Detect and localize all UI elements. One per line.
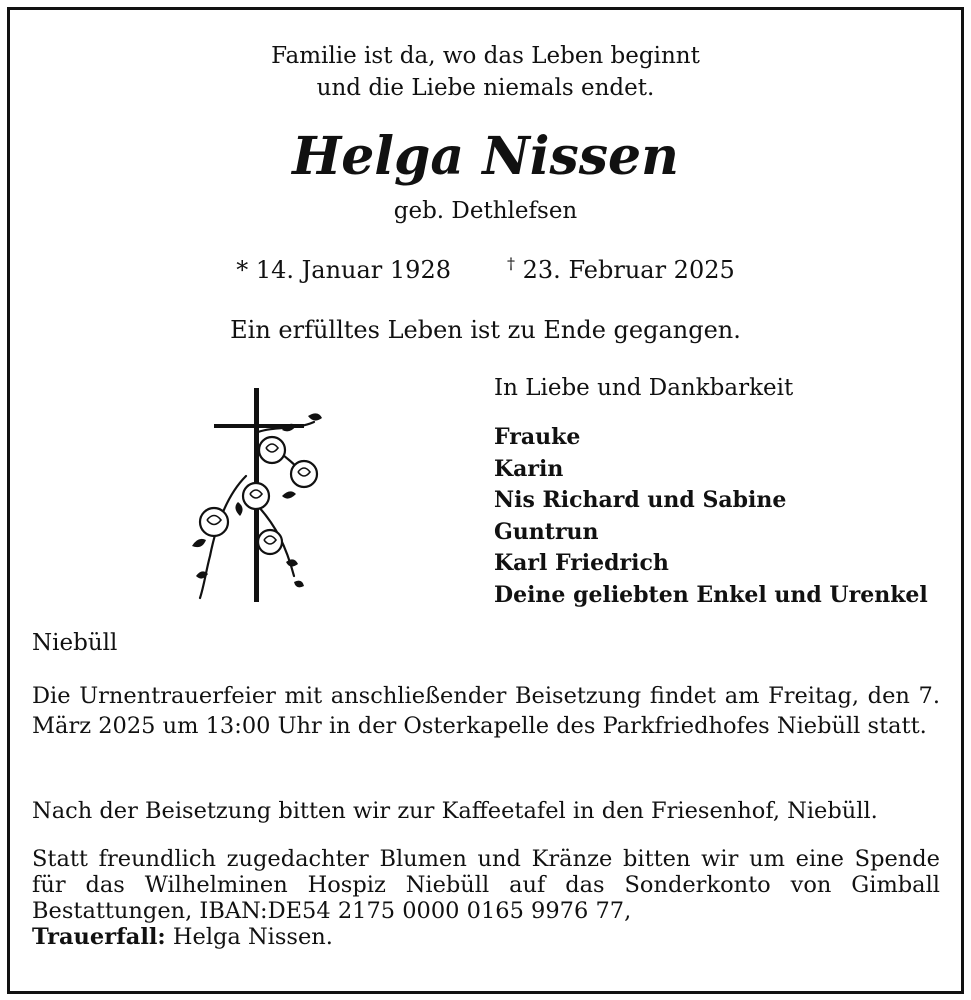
donation-paragraph bbox=[32, 846, 940, 950]
motto bbox=[0, 40, 971, 104]
motto-line-1: Familie ist da, wo das Leben beginnt bbox=[271, 43, 700, 69]
maiden-name: geb. Dethlefsen bbox=[393, 198, 578, 224]
birth-date-text: 14. Januar 1928 bbox=[255, 256, 451, 284]
mourner-item: Karin bbox=[494, 455, 564, 482]
tribute-line: Ein erfülltes Leben ist zu Ende gegangen. bbox=[230, 316, 741, 344]
mourners-list bbox=[494, 422, 928, 611]
ceremony-paragraph: Die Urnentrauerfeier mit anschließender Beisetzung findet am Freitag, den 7. März 2025 um 13:00 Uhr in der Osterkapelle des Parkfriedhofes Niebüll statt. bbox=[32, 683, 940, 739]
cross-with-roses-icon bbox=[186, 386, 326, 608]
mourner-item: Nis Richard und Sabine bbox=[494, 487, 787, 513]
thanks-line: In Liebe und Dankbarkeit bbox=[494, 375, 794, 401]
birth-date bbox=[236, 254, 451, 286]
donation-text: Statt freundlich zugedachter Blumen und Kränze bitten wir um eine Spende für das Wilhelminen Hospiz Niebüll auf das Sonderkonto von Gimball Bestattungen, IBAN:DE54 2175 0000 0165 9976 77, bbox=[32, 846, 940, 924]
deceased-name: Helga Nissen bbox=[292, 126, 679, 187]
motto-line-2: und die Liebe niemals endet. bbox=[316, 75, 655, 101]
mourner-item: Deine geliebten Enkel und Urenkel bbox=[494, 581, 928, 608]
place-name: Niebüll bbox=[32, 630, 118, 656]
birth-symbol: * bbox=[236, 256, 249, 284]
death-date bbox=[507, 256, 735, 284]
mourner-item: Karl Friedrich bbox=[494, 550, 669, 576]
mourner-item: Frauke bbox=[494, 424, 581, 450]
case-name: Helga Nissen. bbox=[172, 924, 333, 950]
life-dates bbox=[0, 248, 971, 286]
death-symbol: † bbox=[507, 254, 515, 273]
coffee-paragraph: Nach der Beisetzung bitten wir zur Kaffeetafel in den Friesenhof, Niebüll. bbox=[32, 798, 878, 824]
case-label: Trauerfall: bbox=[32, 924, 166, 950]
death-date-text: 23. Februar 2025 bbox=[522, 256, 735, 284]
mourner-item: Guntrun bbox=[494, 518, 599, 545]
